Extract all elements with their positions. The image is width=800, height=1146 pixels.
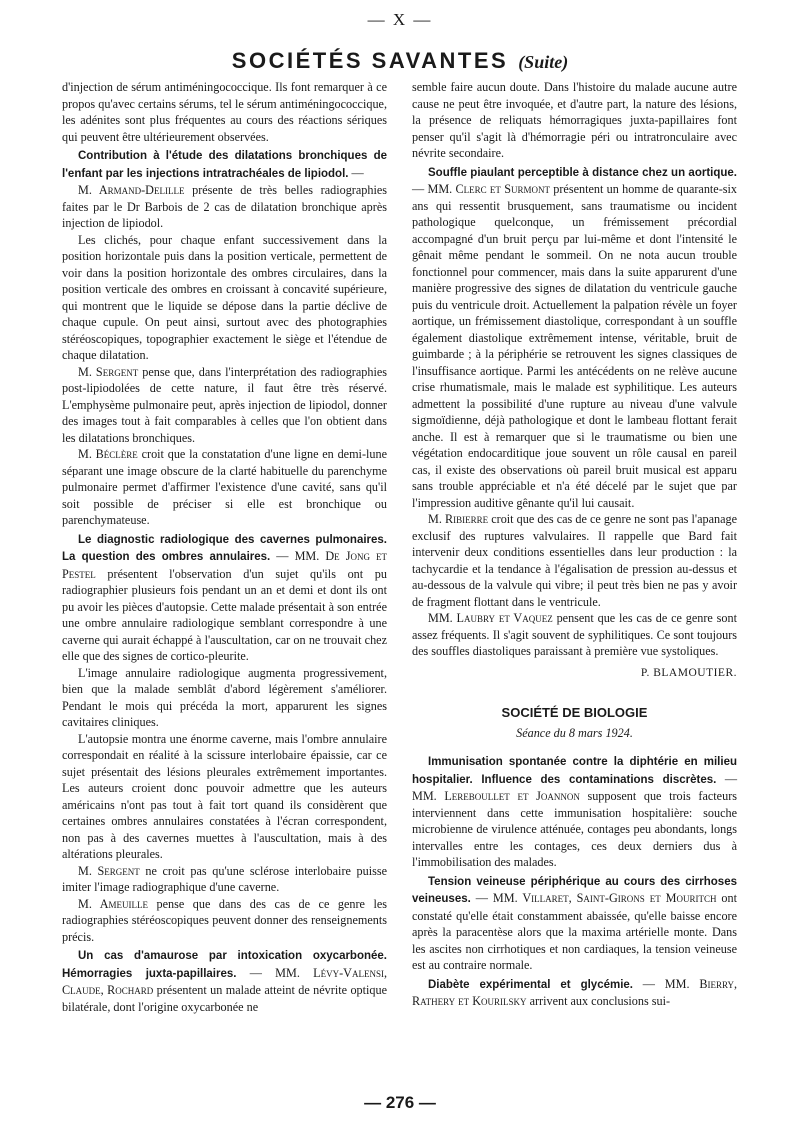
- author-name: M. Ribierre: [428, 512, 489, 526]
- heading-text: Tension veineuse périphérique au cours des cirrhoses veineuses.: [412, 875, 737, 905]
- paragraph-text: arrivent aux conclusions sui-: [526, 994, 671, 1008]
- article-heading: Contribution à l'étude des dilatations bronchiques de l'enfant par les injections intratrachéales de lipiodol. —: [62, 150, 387, 180]
- paragraph-text: supposent que trois facteurs interviennent dans cette immunisation hospitalière: souche microbienne de virulence atténuée, contages peu abondants, longs intervalles entre les contages, ces deux derniers dus à l'immobilisation des malades.: [412, 789, 737, 869]
- paragraph: d'injection de sérum antiméningococcique. Ils font remarquer à ce propos qu'avec certains sérums, tel le sérum antiméningococcique, les adénites sont plus fréquentes au cours des réactions sériques qui peuvent être ultérieurement observées.: [62, 80, 387, 144]
- paragraph: [62, 446, 387, 529]
- paragraph: [62, 364, 387, 447]
- session-date: Séance du 8 mars 1924.: [516, 725, 633, 740]
- heading-text: Diabète expérimental et glycémie.: [428, 978, 633, 991]
- author-name: M. Ameuille: [78, 896, 149, 911]
- paragraph: [62, 896, 387, 946]
- paragraph-text: ne croit pas qu'une sclérose interlobaire puisse imiter l'image radiographique d'une caverne.: [62, 863, 387, 894]
- page-masthead: [0, 48, 800, 74]
- author-name: M. Béclère: [78, 447, 138, 461]
- author-name: M. Sergent: [78, 863, 140, 878]
- author-name: MM. Lévy-Valensi, Claude, Rochard: [62, 965, 387, 997]
- paragraph-text: présentent un homme de quarante-six ans qui ressentit brusquement, sans traumatisme ou incident pathologique quelconque, un frémissement précordial accompagné d'un bruit perçu par lui-même et dont l'intensité le gênait même pendant le sommeil. On ne nota aucun trouble fonctionnel pour commencer, mais dans la suite apparurent d'une manière progressive des signes de dilatation du ventricule gauche puis du ventricule droit. Actuellement la palpation révèle un foyer aortique, un frémissement diastolique, correspondant à un souffle également diastolique extrêmement intense, véritable, bruit de guimbarde ; à la périphérie se retrouvent les signes classiques de l'insuffisance aortique. Parmi les antécédents on ne relève aucune crise rhumatismale, mais le malade est syphilitique. Les auteurs admettent la possibilité d'une rupture au niveau d'une valvule sigmoïdienne, déjà pathologique et dont le lambeau flottant ferait anche. Il est à remarquer que si le traumatisme ou bien une végétation endocarditique joue souvent un rôle causal en pareil cas, il existe des observations où pareil bruit musical est apparu sans trouble appréciable et n'a été décelé par le sujet que par l'impression auditive gênante qu'il lui causait.: [412, 182, 737, 510]
- author-name: MM. Lereboullet et Joannon: [412, 789, 580, 803]
- author-name: MM. Villaret, Saint-Girons et Mouritch: [492, 891, 717, 905]
- paragraph-text: pensent que les cas de ce genre sont assez fréquents. Il s'agit souvent de syphilitiques. Ce sont toujours des souffles diastoliques paraissant à première vue systoliques.: [412, 611, 737, 658]
- paragraph-text: présentent l'observation d'un sujet qu'ils ont pu radiographier plusieurs fois pendant un an et demi et dont ils ont pu avoir les pièces d'autopsie. Cette malade présentait à son entrée une ombre annulaire radiologique semblant correspondre à une caverne qui aurait échappé à l'auscultation, car on ne trouvait chez elle que des signes de cortico-pleurite.: [62, 566, 387, 663]
- left-column: [62, 79, 387, 1015]
- page-folio: — X —: [367, 10, 433, 29]
- heading-text: Un cas d'amaurose par intoxication oxycarbonée. Hémorragies juxta-papillaires.: [62, 950, 387, 980]
- page-number: — 276 —: [364, 1093, 436, 1112]
- article-heading: Un cas d'amaurose par intoxication oxycarbonée. Hémorragies juxta-papillaires. — MM. Lévy-Valensi, Claude, Rochard présentent un malade atteint de névrite optique bilatérale, dont l'origine oxycarbonée ne: [62, 950, 387, 1014]
- heading-text: Contribution à l'étude des dilatations bronchiques de l'enfant par les injections intratrachéales de lipiodol.: [62, 150, 387, 180]
- paragraph: semble faire aucun doute. Dans l'histoire du malade aucune autre cause ne peut être invoquée, et d'autre part, la nature des lésions, la présence de reliquats hémorragiques juxta-papillaires font penser qu'il s'agit là d'hémorragie péri ou intratronculaire avec névrite secondaire.: [412, 80, 737, 160]
- paragraph-text: croit que des cas de ce genre ne sont pas l'apanage exclusif des ruptures valvulaires. Il rappelle que Bard fait intervenir deux conditions essentielles dans leur production : la tachycardie et la tendance à l'égalisation de pression au-dessus et au-dessous de la valvule qui vibre; il peut très bien ne pas y avoir de fragment flottant dans le ventricule.: [412, 512, 737, 609]
- masthead-suite: (Suite): [518, 52, 569, 72]
- paragraph: [412, 610, 737, 660]
- section-title: SOCIÉTÉ DE BIOLOGIE: [501, 705, 648, 720]
- heading-text: Immunisation spontanée contre la diphtérie en milieu hospitalier. Influence des contaminations discrètes.: [412, 756, 737, 786]
- article-heading: Diabète expérimental et glycémie. — MM. Bierry, Rathery et Kourilsky arrivent aux conclusions sui-: [412, 976, 738, 1008]
- paragraph-text: présentent un malade atteint de névrite optique bilatérale, dont l'origine oxycarbonée ne: [62, 983, 387, 1014]
- right-column: [412, 79, 737, 1010]
- article-heading: Tension veineuse périphérique au cours des cirrhoses veineuses. — MM. Villaret, Saint-Girons et Mouritch ont constaté qu'elle était constamment abaissée, qu'elle baisse encore après la paracentèse alors que la maxima artérielle monte. Dans les ascites non cirrhotiques et non cardiaques, la tension veineuse est au contraire normale.: [412, 875, 737, 972]
- article-heading: Immunisation spontanée contre la diphtérie en milieu hospitalier. Influence des contaminations discrètes. — MM. Lereboullet et Joannon supposent que trois facteurs interviennent dans cette immunisation hospitalière: souche microbienne de virulence atténuée, contages peu abondants, longs intervalles entre les contages, ces deux derniers dus à l'immobilisation des malades.: [412, 756, 738, 869]
- paragraph: Les clichés, pour chaque enfant successivement dans la position horizontale puis dans la position verticale, permettent de voir dans la position horizontale des ombres circulaires, dans la position verticale des ombres en croissant à concavité supérieure, qui montrent que le liquide se dépose dans la partie déclive de chaque cupule. On peut ainsi, surtout avec des photographies stéréoscopiques, topographier exactement le siège et l'étendue de chaque dilatation.: [62, 232, 387, 362]
- masthead-title: SOCIÉTÉS SAVANTES: [231, 48, 509, 73]
- paragraph: L'image annulaire radiologique augmenta progressivement, bien que la malade semblât d'abord légèrement s'améliorer. Pendant le mois qui précéda la mort, apparurent les signes cavitaires cliniques.: [62, 665, 387, 729]
- article-heading: Le diagnostic radiologique des cavernes pulmonaires. La question des ombres annulaires. — MM. De Jong et Pestel présentent l'observation d'un sujet qu'ils ont pu radiographier plusieurs fois pendant un an et demi et dont ils ont pu avoir les pièces d'autopsie. Cette malade présentait à son entrée une ombre annulaire radiologique semblant correspondre à une caverne qui aurait échappé à l'auscultation, car on ne trouvait chez elle que des signes de cortico-pleurite.: [62, 533, 387, 663]
- author-name: MM. Laubry et Vaquez: [428, 611, 553, 625]
- paragraph-text: pense que dans des cas de ce genre les radiographies stéréoscopiques peuvent donner des renseignements précis.: [62, 896, 387, 944]
- paragraph: L'autopsie montra une énorme caverne, mais l'ombre annulaire correspondait en réalité à la scissure interlobaire épaissie, car ce sujet présentait des lésions pleurales extrêmement importantes. Les auteurs croient donc pouvoir admettre que les auteurs américains n'ont pas tout à fait tort quand ils considèrent que certaines ombres annulaires constatées à l'écran correspondent, non pas à des cavernes muettes à l'auscultation, mais à des altérations pleurales.: [62, 731, 387, 861]
- heading-text: Le diagnostic radiologique des cavernes pulmonaires. La question des ombres annulaires.: [62, 533, 387, 563]
- author-name: M. Armand-Delille: [78, 183, 185, 197]
- author-name: MM. Clerc et Surmont: [427, 182, 550, 196]
- paragraph-text: pense que, dans l'interprétation des radiographies post-lipiodolées de cette nature, il faut être très réservé. L'emphysème pulmonaire peut, après injection de lipiodol, donner des images tout à fait comparables à celles que l'on obtient dans les dilatations bronchiques.: [62, 364, 387, 445]
- paragraph: [412, 511, 737, 610]
- author-signature: P. BLAMOUTIER.: [640, 666, 737, 679]
- article-heading: Souffle piaulant perceptible à distance chez un aortique. — MM. Clerc et Surmont présentent un homme de quarante-six ans qui ressentit brusquement, sans traumatisme ou incident pathologique quelconque, un frémissement précordial accompagné d'un bruit perçu par lui-même et dont l'intensité le gênait même pendant le sommeil. On ne nota aucun trouble fonctionnel pour commencer, mais dans la suite apparurent d'une manière progressive des signes de dilatation du ventricule gauche puis du ventricule droit. Actuellement la palpation révèle un foyer aortique, un frémissement diastolique, correspondant à un souffle également diastolique extrêmement intense, véritable, bruit de guimbarde ; à la périphérie se retrouvent les signes classiques de l'insuffisance aortique. Parmi les antécédents on ne relève aucune crise rhumatismale, mais le malade est syphilitique. Les auteurs admettent la possibilité d'une rupture au niveau d'une valvule sigmoïdienne, déjà pathologique et dont le lambeau flottant ferait anche. Il est à remarquer que si le traumatisme ou bien une végétation endocarditique joue souvent un rôle causal en pareil cas, il existe des observations où pareil bruit musical est apparu sans trouble appréciable et n'a été décelé par le sujet que par l'impression auditive gênante qu'il lui causait.: [412, 166, 737, 510]
- author-name: MM. De Jong et Pestel: [62, 549, 387, 581]
- paragraph-text: croit que la constatation d'une ligne en demi-lune séparant une image obscure de la clarté habituelle du parenchyme pulmonaire permet d'affirmer l'existence d'une cavité, sans qu'il soit possible de préciser si elle est bronchique ou parenchymateuse.: [62, 447, 387, 527]
- paragraph: [62, 182, 387, 232]
- paragraph-text: ont constaté qu'elle était constamment abaissée, qu'elle baisse encore après la paracentèse alors que la maxima artérielle monte. Dans les ascites non cirrhotiques et non cardiaques, la tension veineuse est au contraire normale.: [412, 891, 737, 972]
- author-name: M. Sergent: [78, 364, 139, 379]
- author-name: MM. Bierry, Rathery et Kourilsky: [412, 976, 738, 1008]
- paragraph-text: présente de très belles radiographies faites par le Dr Barbois de 2 cas de dilatation bronchique après injection de lipiodol.: [62, 183, 387, 230]
- heading-text: Souffle piaulant perceptible à distance chez un aortique.: [428, 166, 737, 179]
- paragraph: [62, 863, 387, 896]
